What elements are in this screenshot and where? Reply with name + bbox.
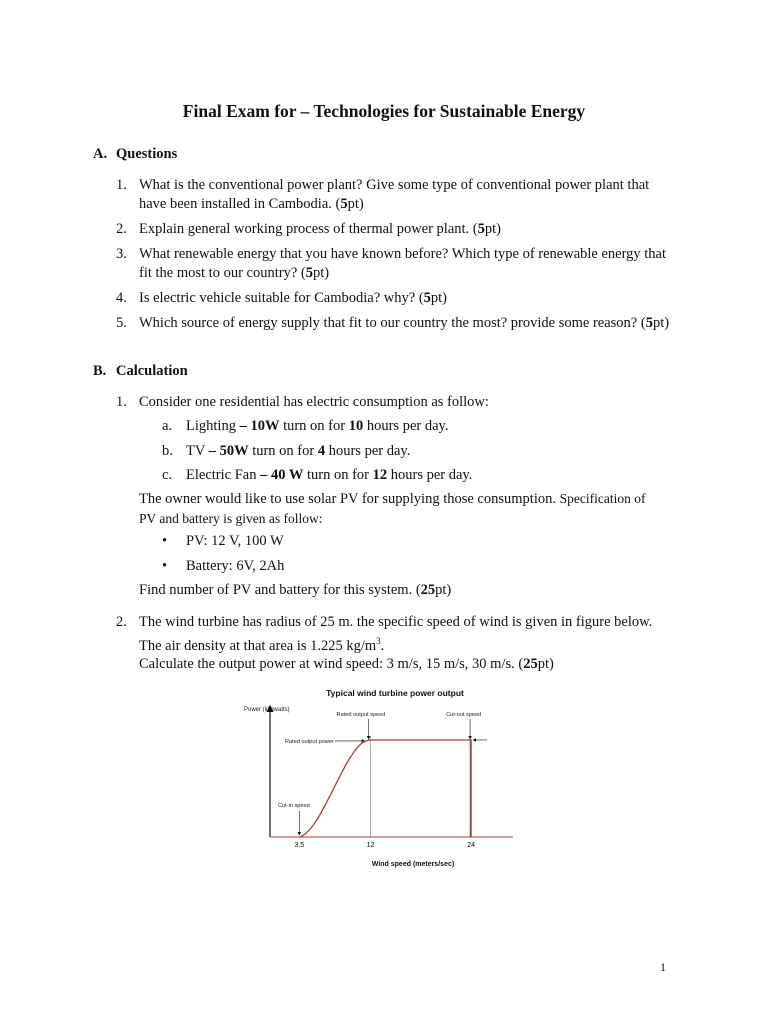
question-text: What renewable energy that you have known before? Which type of renewable energy that fit the most to our country? ( — [139, 246, 667, 281]
item-power: – 10W — [239, 418, 280, 434]
question-points-suffix: pt) — [484, 221, 501, 237]
question-points-suffix: pt) — [347, 196, 364, 212]
item-power: – 40 W — [260, 467, 304, 483]
question-number: 3. — [116, 246, 127, 262]
question-points: 5 — [340, 196, 348, 212]
x-tick-label: 12 — [366, 842, 375, 849]
question-text: Is electric vehicle suitable for Cambodia? why? ( — [139, 290, 424, 306]
section-b-letter: B. — [93, 363, 107, 379]
bullet: • — [162, 533, 168, 549]
spec-text: PV and battery is given as follow: — [139, 511, 323, 526]
x-tick-label: 3.5 — [294, 842, 305, 849]
question-text: Which source of energy supply that fit to our country the most? provide some reason? ( — [139, 315, 646, 331]
question-points: 5 — [305, 265, 313, 281]
question-points: 25 — [420, 582, 436, 598]
question-points-suffix: pt) — [652, 315, 670, 331]
chart-ticks — [294, 842, 475, 849]
question-line-end: . — [380, 637, 385, 654]
question-number: 1. — [116, 394, 127, 410]
spec-value: PV: 12 V, 100 W — [186, 533, 284, 549]
calc-question-2 — [116, 613, 676, 656]
item-text: turn on for — [248, 443, 318, 459]
find-paragraph — [139, 581, 679, 600]
section-b-title: Calculation — [116, 363, 188, 379]
question-number: 2. — [116, 614, 127, 630]
calc-paragraph — [139, 655, 679, 674]
page-title: Final Exam for – Technologies for Sustainable Energy — [182, 101, 586, 121]
question-text — [139, 613, 676, 656]
item-name: Lighting — [186, 418, 240, 434]
spec-item-pv — [162, 532, 284, 551]
consumption-item — [162, 417, 662, 436]
annotation-cut-in-speed: Cut-in speed — [278, 803, 310, 809]
question-points-suffix: pt) — [435, 582, 452, 598]
item-text: turn on for — [279, 418, 349, 434]
item-text: turn on for — [303, 467, 373, 483]
annotation-rated-output-power: Rated output power — [285, 738, 334, 745]
consumption-item — [162, 442, 662, 461]
question-text: Explain general working process of thermal power plant. ( — [139, 221, 478, 237]
y-axis-label: Power (kilowatts) — [244, 707, 290, 713]
item-text: hours per day. — [363, 418, 449, 434]
item-name: TV — [186, 443, 209, 459]
annotation-cut-out-speed: Cut-out speed — [446, 712, 482, 718]
chart-title: Typical wind turbine power output — [326, 688, 464, 698]
question-text: What is the conventional power plant? Give some type of conventional power plant that have been installed in Cambodia. ( — [139, 177, 650, 212]
calc-question-1 — [116, 393, 676, 412]
section-b-heading — [93, 362, 188, 381]
question-item — [116, 220, 676, 239]
wind-turbine-chart — [238, 684, 528, 870]
owner-text: The owner would like to use solar PV for supplying those consumption. — [139, 491, 560, 507]
item-power: – 50W — [208, 443, 249, 459]
question-item — [116, 314, 676, 333]
question-points: 5 — [477, 221, 485, 237]
question-list — [116, 176, 676, 339]
question-points: 25 — [523, 656, 538, 672]
item-hours: 12 — [372, 467, 388, 483]
question-item — [116, 289, 676, 308]
item-letter: a. — [162, 418, 173, 434]
chart-axes — [270, 706, 513, 837]
page-number: 1 — [660, 960, 666, 974]
section-a-heading — [93, 145, 177, 164]
question-item — [116, 176, 676, 214]
calc-text: Calculate the output power at wind speed: 3 m/s, 15 m/s, 30 m/s. ( — [139, 656, 524, 672]
question-number: 5. — [116, 315, 127, 331]
bullet: • — [162, 558, 168, 574]
owner-paragraph — [139, 489, 679, 529]
question-points: 5 — [645, 315, 653, 331]
question-item — [116, 245, 676, 283]
x-tick-label: 24 — [467, 842, 476, 849]
question-points: 5 — [423, 290, 431, 306]
item-hours: 4 — [317, 443, 326, 459]
consumption-item — [162, 466, 662, 485]
item-letter: b. — [162, 443, 173, 459]
question-number: 2. — [116, 221, 127, 237]
item-name: Electric Fan — [186, 467, 261, 483]
item-letter: c. — [162, 467, 173, 483]
question-line: The wind turbine has radius of 25 m. the specific speed of wind is given in figure below. — [139, 614, 653, 630]
item-text: hours per day. — [325, 443, 411, 459]
superscript: 3 — [376, 636, 381, 646]
chart-guides — [299, 719, 487, 837]
section-a-letter: A. — [93, 146, 108, 162]
x-axis-label: Wind speed (meters/sec) — [371, 861, 455, 868]
item-hours: 10 — [348, 418, 364, 434]
question-line: The air density at that area is 1.225 kg/m — [139, 637, 377, 654]
item-text: hours per day. — [387, 467, 473, 483]
chart-series — [299, 740, 471, 837]
spec-item-battery — [162, 557, 284, 576]
question-points-suffix: pt) — [312, 265, 330, 281]
spec-text: Specification of — [559, 491, 646, 506]
question-text: Consider one residential has electric consumption as follow: — [139, 394, 489, 410]
question-number: 1. — [116, 177, 127, 193]
power-curve — [299, 740, 471, 837]
find-text: Find number of PV and battery for this system. ( — [139, 582, 421, 598]
question-number: 4. — [116, 290, 127, 306]
question-points-suffix: pt) — [537, 656, 554, 672]
section-a-title: Questions — [116, 146, 178, 162]
annotation-rated-output-speed: Rated output speed — [336, 712, 386, 718]
question-points-suffix: pt) — [430, 290, 448, 306]
spec-value: Battery: 6V, 2Ah — [186, 558, 285, 574]
